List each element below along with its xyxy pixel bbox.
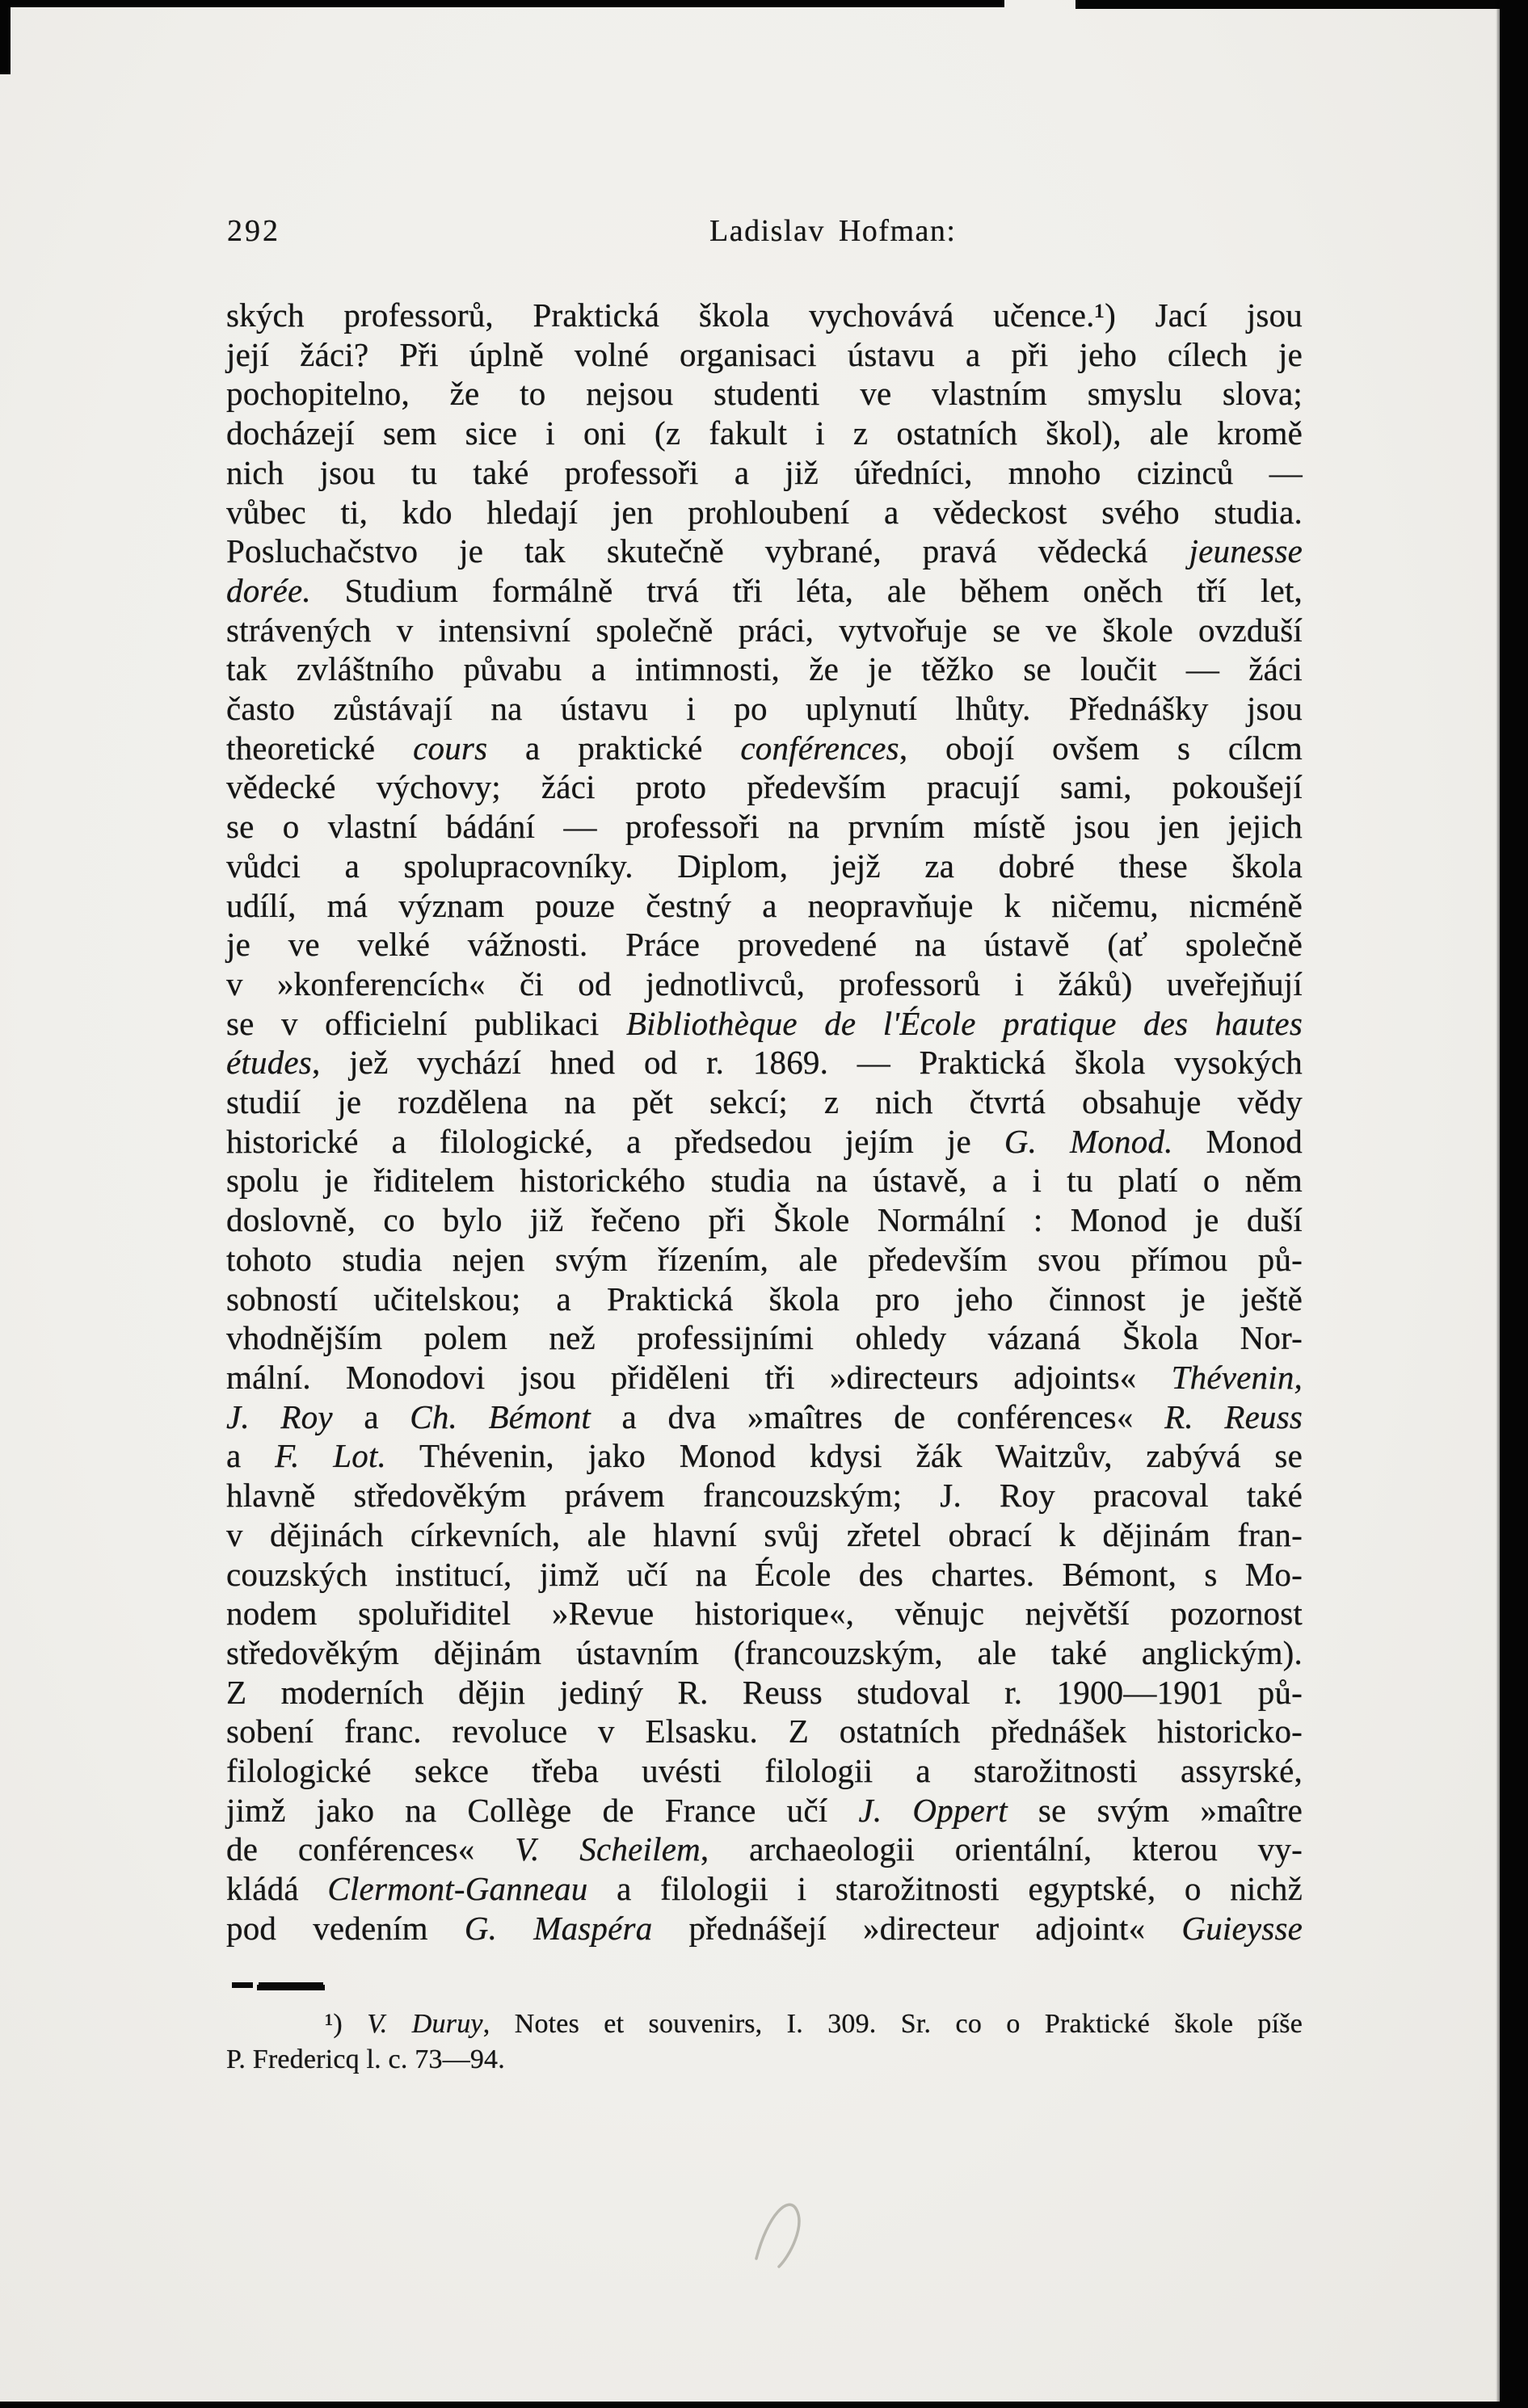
text-run: sobností učitelskou; a Praktická škola pro jeho činnost je ještě <box>226 1280 1303 1317</box>
text-line <box>226 2007 1303 2042</box>
text-run: udílí, má význam pouze čestný a neopravňuje k ničemu, nicméně <box>226 886 1303 924</box>
text-line <box>226 886 1303 926</box>
text-run: tak zvláštního půvabu a intimnosti, že je těžko se loučit — žáci <box>226 650 1303 688</box>
text-line <box>226 729 1303 768</box>
text-line <box>226 1515 1303 1555</box>
italic-text: G. Maspéra <box>464 1909 653 1947</box>
page-number: 292 <box>227 214 280 248</box>
text-run: , obojí ovšem s cílcm <box>899 729 1303 767</box>
text-line <box>226 1830 1303 1869</box>
footnote-separator-dash <box>232 1982 253 1988</box>
text-line <box>226 1358 1303 1397</box>
text-run: pod vedením <box>226 1909 465 1947</box>
scan-edge-top-right <box>1075 0 1528 9</box>
text-run: , Notes et souvenirs, I. 309. Sr. co o Praktické škole píše <box>482 2009 1303 2039</box>
italic-text: jeunesse <box>1189 532 1303 570</box>
text-line <box>226 611 1303 650</box>
text-line <box>226 1240 1303 1280</box>
text-run: theoretické <box>226 729 414 767</box>
text-run: docházejí sem sice i oni (z fakult i z ostatních škol), ale kromě <box>226 414 1303 452</box>
text-line <box>226 1791 1303 1830</box>
text-run: a <box>226 1437 276 1475</box>
italic-text: F. Lot. <box>275 1437 386 1475</box>
italic-text: G. Monod. <box>1004 1122 1173 1160</box>
text-run: nich jsou tu také professoři a již úředníci, mnoho cizinců — <box>226 453 1303 491</box>
scan-edge-top-left <box>0 0 1004 7</box>
text-run: mální. Monodovi jsou přiděleni tři »directeurs adjoints« <box>226 1358 1172 1396</box>
text-line <box>226 374 1303 414</box>
italic-text: cours <box>413 729 488 767</box>
text-run: spolu je řiditelem historického studia na ústavě, a i tu platí o něm <box>226 1162 1303 1200</box>
scan-edge-right-bar <box>1500 0 1528 2408</box>
text-line <box>226 925 1303 964</box>
text-run: a <box>332 1397 410 1435</box>
text-run: se svým »maître <box>1007 1791 1303 1829</box>
italic-text: dorée. <box>226 571 311 609</box>
text-run: , jež vychází hned od r. 1869. — Praktická škola vysokých <box>311 1044 1303 1082</box>
text-line <box>226 1397 1303 1437</box>
text-line <box>226 689 1303 729</box>
text-line <box>226 571 1303 611</box>
italic-text: J. Roy <box>226 1397 333 1435</box>
text-run: Posluchačstvo je tak skutečně vybrané, pravá vědecká <box>226 532 1189 570</box>
text-run: , archaeologii orientální, kterou vy- <box>700 1830 1303 1868</box>
text-line <box>226 1280 1303 1319</box>
text-run: Studium formálně trvá tři léta, ale během oněch tří let, <box>310 571 1303 609</box>
text-line <box>226 335 1303 375</box>
text-line <box>226 1476 1303 1515</box>
text-run: P. Fredericq l. c. 73—94. <box>226 2044 505 2074</box>
scan-edge-bottom <box>0 2402 1528 2408</box>
text-run: de conférences« <box>226 1830 516 1868</box>
text-run: ¹) <box>325 2009 368 2039</box>
text-run: studií je rozdělena na pět sekcí; z nich čtvrtá obsahuje vědy <box>226 1083 1303 1121</box>
text-line <box>226 1004 1303 1044</box>
text-run: se o vlastní bádání — professoři na prvním místě jsou jen jejich <box>226 808 1303 846</box>
italic-text: Thévenin, <box>1171 1358 1303 1396</box>
text-line <box>226 532 1303 571</box>
text-run: ských professorů, Praktická škola vychovává učence.¹) Jací jsou <box>226 296 1303 334</box>
italic-text: R. Reuss <box>1164 1397 1303 1435</box>
scan-edge-left-tick <box>0 0 11 74</box>
italic-text: V. Scheilem <box>515 1830 701 1868</box>
text-line <box>226 1909 1303 1948</box>
italic-text: Clermont-Ganneau <box>327 1870 588 1908</box>
text-run: a praktické <box>487 729 741 767</box>
text-run: vůdci a spolupracovníky. Diplom, jejž za dobré these škola <box>226 847 1303 885</box>
text-line <box>226 1633 1303 1673</box>
text-line <box>226 1436 1303 1476</box>
italic-text: Bibliothèque de l'École pratique des hautes <box>625 1004 1303 1042</box>
text-run: přednášejí »directeur adjoint« <box>652 1909 1182 1947</box>
text-line <box>226 1161 1303 1200</box>
text-run: často zůstávají na ústavu i po uplynutí lhůty. Přednášky jsou <box>226 690 1303 728</box>
text-run: strávených v intensivní společně práci, vytvořuje se ve škole ovzduší <box>226 611 1303 649</box>
text-run: historické a filologické, a předsedou jejím je <box>226 1122 1004 1160</box>
text-run: jimž jako na Collège de France učí <box>226 1791 859 1829</box>
text-run: couzských institucí, jimž učí na École des chartes. Bémont, s Mo- <box>226 1555 1303 1593</box>
text-line <box>226 1594 1303 1633</box>
text-run: a dva »maîtres de conférences« <box>591 1397 1165 1435</box>
text-run: sobení franc. revoluce v Elsasku. Z ostatních přednášek historicko- <box>226 1712 1303 1750</box>
italic-text: Guieysse <box>1181 1909 1303 1947</box>
text-line <box>226 414 1303 453</box>
text-run: kládá <box>226 1870 328 1908</box>
text-line <box>226 1673 1303 1712</box>
text-run: vědecké výchovy; žáci proto především pracují sami, pokoušejí <box>226 768 1303 806</box>
text-line <box>226 1200 1303 1240</box>
text-run: vůbec ti, kdo hledají jen prohloubení a vědeckost svého studia. <box>226 493 1303 531</box>
italic-text: études <box>226 1044 312 1082</box>
text-line <box>226 847 1303 886</box>
text-line <box>226 1751 1303 1791</box>
text-line <box>226 296 1303 335</box>
text-line <box>226 964 1303 1004</box>
text-run: v dějinách církevních, ale hlavní svůj zřetel obrací k dějinám fran- <box>226 1515 1303 1553</box>
text-line <box>226 1122 1303 1162</box>
text-line <box>226 1043 1303 1082</box>
text-run: nodem spoluřiditel »Revue historique«, věnujc největší pozornost <box>226 1595 1303 1633</box>
text-run: v »konferencích« či od jednotlivců, professorů i žáků) uveřejňují <box>226 964 1303 1002</box>
running-title: Ladislav Hofman: <box>709 214 957 248</box>
text-line <box>226 453 1303 493</box>
text-run: její žáci? Při úplně volné organisaci ústavu a při jeho cílech je <box>226 335 1303 373</box>
text-run: a filologii i starožitnosti egyptské, o nichž <box>587 1870 1303 1908</box>
italic-text: conférences <box>740 729 899 767</box>
text-run: Monod <box>1172 1122 1303 1160</box>
text-line <box>226 1869 1303 1909</box>
text-run: Thévenin, jako Monod kdysi žák Waitzův, zabývá se <box>386 1437 1303 1475</box>
text-line <box>226 1555 1303 1595</box>
text-run: vhodnějším polem než professijními ohledy vázaná Škola Nor- <box>226 1319 1303 1357</box>
text-run: středověkým dějinám ústavním (francouzským, ale také anglickým). <box>226 1633 1303 1671</box>
text-line <box>226 649 1303 689</box>
footnote-separator-line <box>257 1985 325 1990</box>
body-text <box>226 296 1303 1948</box>
pencil-mark <box>743 2181 840 2278</box>
text-run: se v officielní publikaci <box>226 1004 626 1042</box>
italic-text: J. Oppert <box>858 1791 1008 1829</box>
text-run: tohoto studia nejen svým řízením, ale především svou přímou pů- <box>226 1240 1303 1278</box>
text-run: pochopitelno, že to nejsou studenti ve vlastním smyslu slova; <box>226 375 1303 413</box>
text-run: filologické sekce třeba uvésti filologii a starožitnosti assyrské, <box>226 1752 1303 1790</box>
text-line <box>226 2042 1303 2078</box>
text-run: Z moderních dějin jediný R. Reuss studoval r. 1900—1901 pů- <box>226 1673 1303 1711</box>
text-line <box>226 807 1303 847</box>
footnote-text <box>226 2007 1303 2078</box>
text-line <box>226 767 1303 807</box>
italic-text: V. Duruy <box>367 2009 483 2039</box>
text-line <box>226 1712 1303 1751</box>
text-line <box>226 493 1303 532</box>
text-line <box>226 1082 1303 1122</box>
text-run: hlavně středověkým právem francouzským; J. Roy pracoval také <box>226 1477 1303 1515</box>
text-line <box>226 1318 1303 1358</box>
italic-text: Ch. Bémont <box>410 1397 591 1435</box>
text-run: doslovně, co bylo již řečeno při Škole Normální : Monod je duší <box>226 1201 1303 1239</box>
text-run: je ve velké vážnosti. Práce provedené na ústavě (ať společně <box>226 926 1303 964</box>
